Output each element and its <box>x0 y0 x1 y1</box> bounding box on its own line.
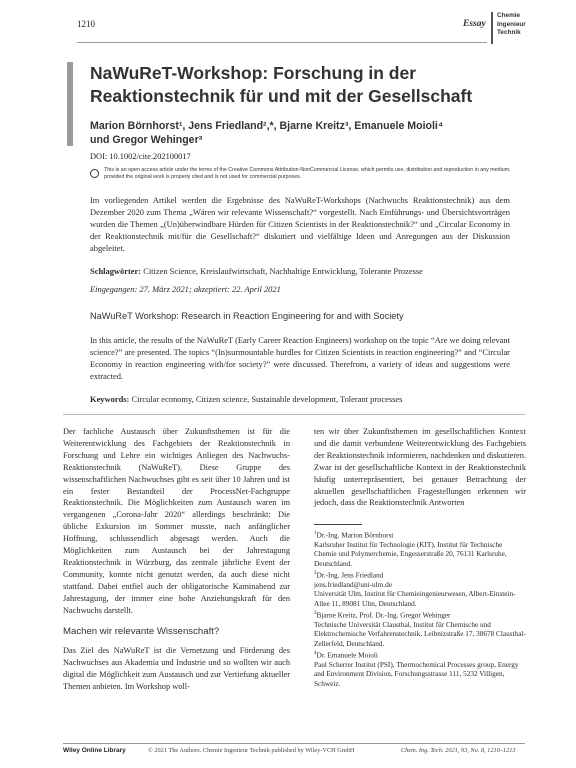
body-paragraph: Der fachliche Austausch über Zukunftsthemen ist für die Weiterentwicklung des Fachgebiets der Reaktionstechnik in Forschung und Lehre ein wichtiges Anliegen des Nachwuchs-Reaktionstechnik (NaWuReT). Diese Gruppe des wissenschaftlichen Nachwuchses gibt es seit über 10 Jahren und ist ein fester Bestandteil der ProcessNet-Fachgruppe Reaktionstechnik. Die Möglichkeiten zum Austausch waren im vergangenen „Corona-Jahr 2020“ allerdings beschränkt: Die übliche Exkursion im Sommer musste, nach anfänglicher Hoffnung, schlussendlich abgesagt werden. Auch die Möglichkeiten zum Austausch bei der Jahrestagung Reaktionstechnik in Würzburg, das zentrale jährliche Event der Community, konnte nicht genutzt werden, da auch diese nicht stattfand. Dabei entfiel auch der obligatorische Kaminabend zur Jahrestagung, der immer eine hohe Anziehungskraft für den Nachwuchs darstellt. <box>63 427 290 615</box>
page-number: 1210 <box>77 19 95 29</box>
footnote <box>314 529 526 569</box>
journal-logo <box>491 12 535 44</box>
english-title: NaWuReT Workshop: Research in Reaction Engineering for and with Society <box>90 311 404 321</box>
section-heading: Machen wir relevante Wissenschaft? <box>63 626 220 637</box>
open-access-notice: This is an open access article under the terms of the Creative Commons Attribution-NonCommercial License, which permits use, distribution and reproduction in any medium, provided the original work is properly cited and is not used for commercial purposes. <box>104 167 511 181</box>
footnote-number: 4 <box>314 651 317 657</box>
footnote-line: Universität Ulm, Institut für Chemieingenieurwesen, Albert-Einstein-Allee 11, 89081 Ulm, Deutschland. <box>314 590 516 608</box>
footnote-divider <box>314 524 362 525</box>
footnote <box>314 569 526 609</box>
footnote-line: Technische Universität Clausthal, Institut für Chemische und Elektrochemische Verfahrenstechnik, Leibnizstraße 17, 38678 Clausthal-Zellerfeld, Deutschland. <box>314 620 526 648</box>
keywords-label: Schlagwörter: <box>90 266 142 276</box>
footnote-line: Dr. Emanuele Moioli <box>316 651 378 660</box>
keywords-german <box>90 265 510 277</box>
keywords-english <box>90 393 510 405</box>
doi[interactable]: DOI: 10.1002/cite.202100017 <box>90 152 191 161</box>
author-line: und Gregor Wehinger³ <box>90 134 203 146</box>
keywords-text: Citizen Science, Kreislaufwirtschaft, Nachhaltige Entwicklung, Tolerante Prozesse <box>141 266 423 276</box>
footer-divider <box>63 743 525 744</box>
footnote-line: Karlsruher Institut für Technologie (KIT), Institut für Technische Chemie und Polymerchemie, Engesserstraße 20, 76131 Karlsruhe, Deutschland. <box>314 540 507 568</box>
footnote-line: Bjarne Kreitz, Prof. Dr.-Ing. Gregor Wehinger <box>316 611 451 620</box>
keywords-text: Circular economy, Citizen science, Sustainable development, Tolerant processes <box>129 394 403 404</box>
keywords-label: Keywords: <box>90 394 130 404</box>
footnotes <box>314 529 526 689</box>
footnote <box>314 649 526 689</box>
journal-logo-line: Technik <box>497 29 521 37</box>
footnote <box>314 609 526 649</box>
author-list <box>90 119 520 147</box>
citation: Chem. Ing. Tech. 2021, 93, No. 8, 1210–1213 <box>401 747 516 754</box>
section-divider <box>63 414 525 415</box>
open-access-icon <box>90 169 99 178</box>
body-paragraph: ten wir über Zukunftsthemen im gesellschaftlichen Kontext und die damit verbundene Weiterentwicklung des Fachgebiets der Reaktionstechnik informieren, nachdenken und diskutieren. Zwar ist der gesellschaftliche Kontext in der Reaktionstechnik häufig unterrepräsentiert, bei genauer Betrachtung der aktuellen gesellschaftlichen Fragestellungen erkennen wir jedoch, dass die Reaktionstechnik Antworten <box>314 427 527 508</box>
author-line: Marion Börnhorst¹, Jens Friedland²,*, Bjarne Kreitz³, Emanuele Moioli⁴ <box>90 120 444 132</box>
footnote-email-link[interactable]: jens.friedland@uni-ulm.de <box>314 580 392 589</box>
publisher-link[interactable]: Wiley Online Library <box>63 747 126 754</box>
journal-logo-line: Ingenieur <box>497 20 526 28</box>
title-accent-bar <box>67 62 73 146</box>
footnote-line: Dr.-Ing. Jens Friedland <box>316 571 384 580</box>
abstract-german: Im vorliegenden Artikel werden die Ergebnisse des NaWuReT-Workshops (Nachwuchs Reaktionstechnik) aus dem Dezember 2020 zum Thema „Wären wir relevante Wissenschaft?“ vorgestellt. Nach Einführungs- und Übersichtsvorträgen wurden die Themen „(Un)überwindbare Hürden für Citizen Scientists in der Reaktionstechnik?“ und „Circular Economy in der Reaktionstechnik mit/für die Gesellschaft?“ diskutiert und vielfältige Ideen und Anregungen aus der Diskussion abgeleitet. <box>90 195 510 254</box>
header-divider <box>77 42 487 43</box>
footnote-line: Paul Scherrer Institut (PSI), Thermochemical Processes group, Energy and Environment Division, Forschungsstrasse 111, 5232 Villigen, Schweiz. <box>314 660 519 688</box>
copyright-notice: © 2021 The Authors. Chemie Ingenieur Technik published by Wiley-VCH GmbH <box>148 747 355 754</box>
body-paragraph: Das Ziel des NaWuReT ist die Vernetzung und Förderung des Nachwuchses aus Akademia und Industrie und so wollten wir auch digital die Möglichkeit zum Austausch und zur Vertiefung aktueller Themen anbieten. Im Workshop woll- <box>63 646 290 691</box>
abstract-english: In this article, the results of the NaWuReT (Early Career Reaction Engineers) workshop on the topic “Are we doing relevant science?” are presented. The topics “(In)surmountable hurdles for Citizen Scientists in reaction engineering?” and “Circular Economy in reaction engineering with/for society?” were discussed. Therefrom, a variety of ideas and suggestions were extracted. <box>90 335 510 382</box>
journal-logo-line: Chemie <box>497 12 521 19</box>
article-dates: Eingegangen: 27. März 2021; akzeptiert: 22. April 2021 <box>90 284 281 294</box>
footnote-number: 3 <box>314 611 317 617</box>
section-label: Essay <box>463 19 486 29</box>
footnote-line: Dr.-Ing. Marion Börnhorst <box>316 531 394 540</box>
footnote-number: 2 <box>314 571 317 577</box>
footnote-number: 1 <box>314 531 317 536</box>
article-title: NaWuReT-Workshop: Forschung in der Reaktionstechnik für und mit der Gesellschaft <box>90 63 473 106</box>
